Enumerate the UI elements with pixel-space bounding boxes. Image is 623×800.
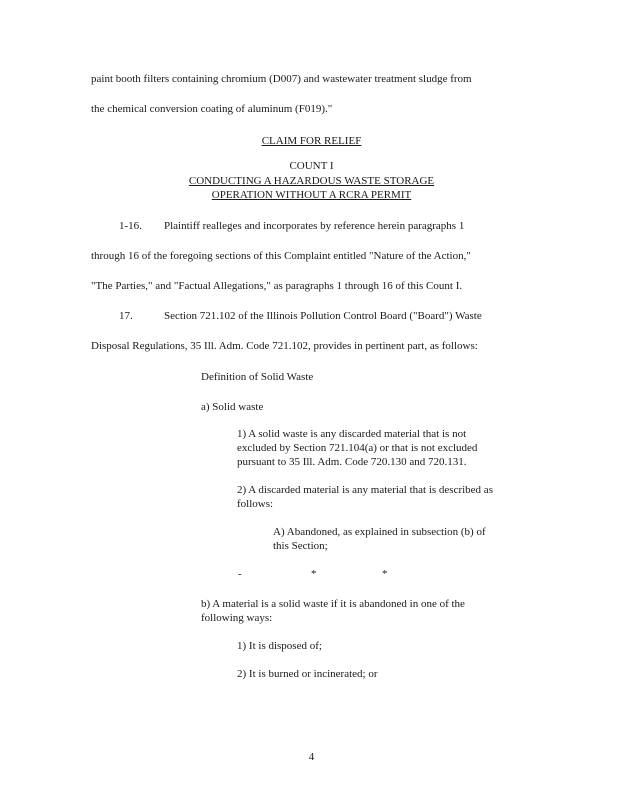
para-17-number: 17.: [119, 310, 133, 322]
quote-b-line-1: b) A material is a solid waste if it is abandoned in one of the: [201, 598, 465, 610]
quote-a2-line-2: follows:: [237, 498, 274, 510]
quote-b2: 2) It is burned or incinerated; or: [237, 668, 378, 680]
para-1-16-number: 1-16.: [119, 220, 142, 232]
quote-heading: Definition of Solid Waste: [201, 371, 314, 383]
intro-line-1: paint booth filters containing chromium (D007) and wastewater treatment sludge from: [91, 73, 472, 85]
claim-heading: CLAIM FOR RELIEF: [261, 135, 362, 147]
para-1-16-line-1: Plaintiff realleges and incorporates by reference herein paragraphs 1: [164, 220, 465, 232]
quote-a2A-line-2: this Section;: [273, 540, 328, 552]
para-17-line-2: Disposal Regulations, 35 Ill. Adm. Code 721.102, provides in pertinent part, as follows:: [91, 340, 478, 352]
quote-a2-line-1: 2) A discarded material is any material that is described as: [237, 484, 493, 496]
ellipsis-mark-2: *: [311, 568, 317, 580]
quote-a1-line-1: 1) A solid waste is any discarded material that is not: [237, 428, 467, 440]
para-17-line-1: Section 721.102 of the Illinois Pollution Control Board ("Board") Waste: [164, 310, 482, 322]
count-number: COUNT I: [289, 160, 334, 172]
quote-b-line-2: following ways:: [201, 612, 273, 624]
page-number: 4: [308, 751, 315, 763]
para-1-16-line-3: "The Parties," and "Factual Allegations," as paragraphs 1 through 16 of this Count I.: [91, 280, 463, 292]
count-title-line-1: CONDUCTING A HAZARDOUS WASTE STORAGE: [188, 175, 435, 187]
para-1-16-line-2: through 16 of the foregoing sections of this Complaint entitled "Nature of the Action,": [91, 250, 471, 262]
quote-a1-line-2: excluded by Section 721.104(a) or that is not excluded: [237, 442, 478, 454]
ellipsis-mark-3: *: [382, 568, 388, 580]
quote-a1-line-3: pursuant to 35 Ill. Adm. Code 720.130 and 720.131.: [237, 456, 467, 468]
quote-a2A-line-1: A) Abandoned, as explained in subsection (b) of: [273, 526, 486, 538]
quote-a-label: a) Solid waste: [201, 401, 264, 413]
count-title-line-2: OPERATION WITHOUT A RCRA PERMIT: [211, 189, 412, 201]
intro-line-2: the chemical conversion coating of aluminum (F019).": [91, 103, 333, 115]
quote-b1: 1) It is disposed of;: [237, 640, 322, 652]
ellipsis-mark-1: -: [238, 568, 242, 580]
